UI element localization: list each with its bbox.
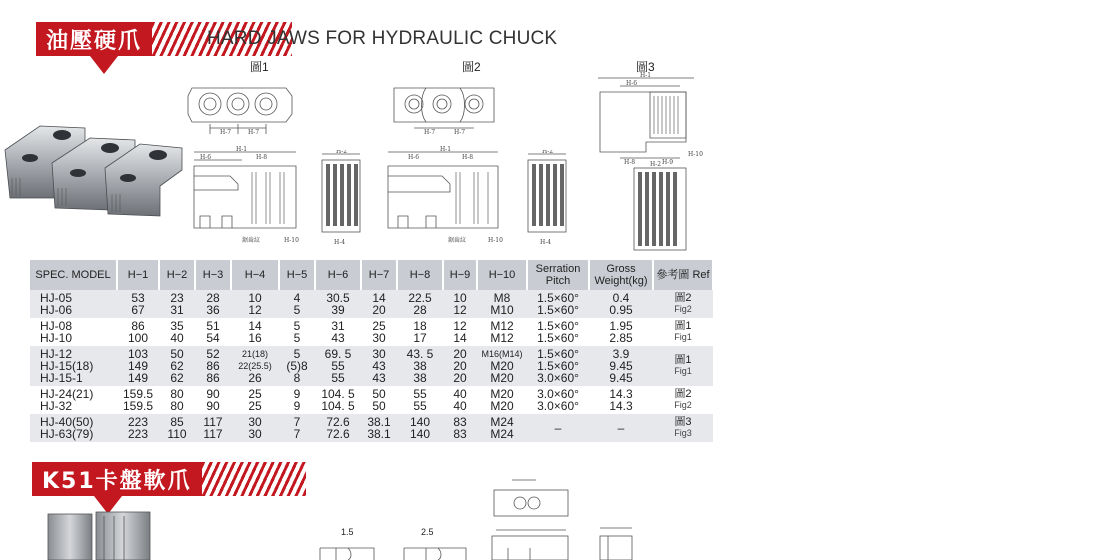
- k51-soft-jaws-banner: [32, 462, 306, 496]
- svg-text:H-2: H-2: [650, 161, 662, 168]
- dim-h7-label: H-7: [220, 129, 232, 136]
- ref-cell: 圖1 Fig1: [653, 346, 713, 386]
- spec-table: [30, 260, 714, 442]
- svg-text:H-2: H-2: [336, 150, 348, 155]
- h1-cell: 103 149 149: [117, 346, 159, 386]
- svg-text:H-7: H-7: [424, 129, 436, 136]
- pitch-cell: –: [527, 414, 589, 442]
- h6-cell: 104. 5 104. 5: [315, 386, 361, 414]
- h2-cell: 80 80: [159, 386, 195, 414]
- h2-cell: 23 31: [159, 290, 195, 318]
- svg-text:H-10: H-10: [488, 237, 503, 244]
- h3-cell: 51 54: [195, 318, 231, 346]
- svg-text:鋸齒紋: 鋸齒紋: [448, 237, 467, 244]
- svg-text:H-6: H-6: [200, 154, 212, 161]
- h10-cell: M12 M12: [477, 318, 527, 346]
- hard-jaws-photo: [0, 108, 190, 223]
- h3-cell: 117 117: [195, 414, 231, 442]
- model-cell: HJ-12 HJ-15(18) HJ-15-1: [30, 346, 117, 386]
- h5-cell: 5 5: [279, 318, 315, 346]
- col-header-h3: H−3: [195, 260, 231, 290]
- pitch-cell: 1.5×60° 1.5×60°: [527, 290, 589, 318]
- weight-cell: 14.3 14.3: [589, 386, 653, 414]
- h9-cell: 40 40: [443, 386, 477, 414]
- col-header-weight: Gross Weight(kg): [589, 260, 653, 290]
- soft-jaw-end-view: [596, 524, 636, 560]
- figure-2-top-view: [390, 76, 500, 146]
- h4-cell: 25 25: [231, 386, 279, 414]
- h8-cell: 18 17: [397, 318, 443, 346]
- banner-stripes: [202, 462, 306, 496]
- table-row: [30, 318, 713, 346]
- figure-2-label: 圖2: [462, 60, 481, 74]
- model-cell: HJ-05 HJ-06: [30, 290, 117, 318]
- col-header-pitch: Serration Pitch: [527, 260, 589, 290]
- h1-cell: 159.5 159.5: [117, 386, 159, 414]
- col-header-h8: H−8: [397, 260, 443, 290]
- col-header-h4: H−4: [231, 260, 279, 290]
- svg-text:H-7: H-7: [248, 129, 260, 136]
- figure-1-top-view: [186, 76, 296, 146]
- h6-cell: 30.5 39: [315, 290, 361, 318]
- h5-cell: 5 (5)8 8: [279, 346, 315, 386]
- figure-3-drawing: [590, 72, 710, 252]
- svg-text:H-2: H-2: [542, 150, 554, 155]
- h3-cell: 90 90: [195, 386, 231, 414]
- h1-cell: 223 223: [117, 414, 159, 442]
- pitch-cell: 1.5×60° 1.5×60°: [527, 318, 589, 346]
- h9-cell: 20 20 20: [443, 346, 477, 386]
- banner-text: K51卡盤軟爪: [32, 462, 202, 496]
- h8-cell: 55 55: [397, 386, 443, 414]
- col-header-h6: H−6: [315, 260, 361, 290]
- h8-cell: 140 140: [397, 414, 443, 442]
- figure-1-side-view: [186, 146, 306, 246]
- model-cell: HJ-40(50) HJ-63(79): [30, 414, 117, 442]
- banner-pointer: [90, 56, 118, 74]
- weight-cell: 3.9 9.45 9.45: [589, 346, 653, 386]
- svg-text:鋸齒紋: 鋸齒紋: [242, 237, 261, 244]
- dim-label-2: 2.5: [421, 527, 434, 537]
- pitch-cell: 1.5×60° 1.5×60° 3.0×60°: [527, 346, 589, 386]
- h8-cell: 43. 5 38 38: [397, 346, 443, 386]
- model-cell: HJ-08 HJ-10: [30, 318, 117, 346]
- h2-cell: 35 40: [159, 318, 195, 346]
- table-header-row: [30, 260, 713, 290]
- blank-margin: [830, 0, 1100, 560]
- soft-jaw-top-view: [490, 474, 572, 560]
- col-header-h1: H−1: [117, 260, 159, 290]
- svg-text:H-7: H-7: [454, 129, 466, 136]
- figure-1-end-view: [312, 150, 368, 246]
- svg-text:H-6: H-6: [626, 80, 638, 87]
- h6-cell: 69. 5 55 55: [315, 346, 361, 386]
- h2-cell: 85 110: [159, 414, 195, 442]
- dim-label-1: 1.5: [341, 527, 354, 537]
- h10-cell: M20 M20: [477, 386, 527, 414]
- table-row: [30, 414, 713, 442]
- h4-cell: 30 30: [231, 414, 279, 442]
- table-row: [30, 290, 713, 318]
- soft-jaws-photo: [44, 508, 154, 560]
- col-header-ref: 參考圖 Ref: [653, 260, 713, 290]
- figure-1-label: 圖1: [250, 60, 269, 74]
- col-header-h2: H−2: [159, 260, 195, 290]
- svg-text:H-8: H-8: [462, 154, 474, 161]
- col-header-h5: H−5: [279, 260, 315, 290]
- col-header-h9: H−9: [443, 260, 477, 290]
- h4-cell: 10 12: [231, 290, 279, 318]
- weight-cell: 1.95 2.85: [589, 318, 653, 346]
- ref-cell: 圖3 Fig3: [653, 414, 713, 442]
- h7-cell: 14 20: [361, 290, 397, 318]
- model-cell: HJ-24(21) HJ-32: [30, 386, 117, 414]
- section-title: HARD JAWS FOR HYDRAULIC CHUCK: [207, 28, 558, 49]
- svg-text:H-9: H-9: [662, 159, 674, 166]
- svg-text:H-8: H-8: [256, 154, 268, 161]
- h1-cell: 53 67: [117, 290, 159, 318]
- h4-cell: 14 16: [231, 318, 279, 346]
- svg-text:H-1: H-1: [236, 146, 248, 153]
- h9-cell: 83 83: [443, 414, 477, 442]
- table-row: [30, 346, 713, 386]
- col-header-model: SPEC. MODEL: [30, 260, 117, 290]
- h7-cell: 38.1 38.1: [361, 414, 397, 442]
- svg-text:H-8: H-8: [624, 159, 636, 166]
- h8-cell: 22.5 28: [397, 290, 443, 318]
- h4-cell: 21(18) 22(25.5) 26: [231, 346, 279, 386]
- svg-text:H-1: H-1: [640, 72, 652, 79]
- h5-cell: 7 7: [279, 414, 315, 442]
- table-row: [30, 386, 713, 414]
- figure-2-side-view: [378, 146, 508, 246]
- h9-cell: 10 12: [443, 290, 477, 318]
- h3-cell: 52 86 86: [195, 346, 231, 386]
- banner-text: 油壓硬爪: [36, 22, 152, 56]
- col-header-h7: H−7: [361, 260, 397, 290]
- h7-cell: 30 43 43: [361, 346, 397, 386]
- h10-cell: M24 M24: [477, 414, 527, 442]
- ref-cell: 圖2 Fig2: [653, 386, 713, 414]
- col-header-h10: H−10: [477, 260, 527, 290]
- h10-cell: M16(M14) M20 M20: [477, 346, 527, 386]
- weight-cell: –: [589, 414, 653, 442]
- svg-text:H-1: H-1: [440, 146, 452, 153]
- svg-text:H-10: H-10: [688, 151, 703, 158]
- weight-cell: 0.4 0.95: [589, 290, 653, 318]
- h5-cell: 4 5: [279, 290, 315, 318]
- soft-jaw-drawing-2: [402, 524, 472, 560]
- h7-cell: 25 30: [361, 318, 397, 346]
- svg-text:H-4: H-4: [540, 239, 552, 246]
- figure-3-label: 圖3: [636, 60, 655, 74]
- svg-text:H-4: H-4: [334, 239, 346, 246]
- h2-cell: 50 62 62: [159, 346, 195, 386]
- figure-2-end-view: [518, 150, 574, 246]
- h9-cell: 12 14: [443, 318, 477, 346]
- h6-cell: 31 43: [315, 318, 361, 346]
- h1-cell: 86 100: [117, 318, 159, 346]
- svg-text:H-10: H-10: [284, 237, 299, 244]
- ref-cell: 圖1 Fig1: [653, 318, 713, 346]
- h6-cell: 72.6 72.6: [315, 414, 361, 442]
- h10-cell: M8 M10: [477, 290, 527, 318]
- h7-cell: 50 50: [361, 386, 397, 414]
- h5-cell: 9 9: [279, 386, 315, 414]
- svg-text:H-6: H-6: [408, 154, 420, 161]
- h3-cell: 28 36: [195, 290, 231, 318]
- ref-cell: 圖2 Fig2: [653, 290, 713, 318]
- pitch-cell: 3.0×60° 3.0×60°: [527, 386, 589, 414]
